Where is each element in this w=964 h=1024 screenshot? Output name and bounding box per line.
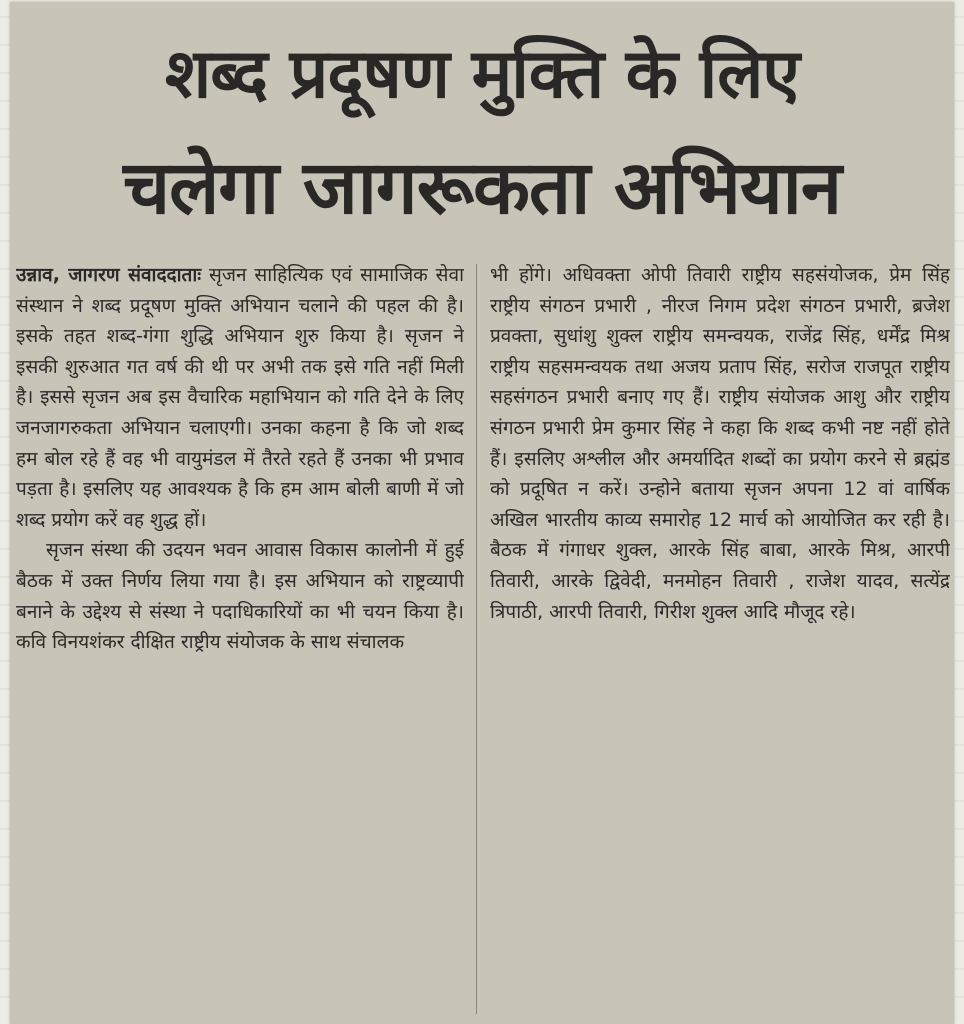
article-paragraph-2: सृजन संस्था की उदयन भवन आवास विकास कालोनी में हुई बैठक में उक्त निर्णय लिया गया है। इस अभियान को राष्ट्रव्यापी बनाने के उद्देश्य से संस्था ने पदाधिकारियों का भी चयन किया है। कवि विनयशंकर दीक्षित राष्ट्रीय संयोजक के साथ संचालक xyxy=(16,539,464,654)
article-paragraph-3: भी होंगे। अधिवक्ता ओपी तिवारी राष्ट्रीय सहसंयोजक, प्रेम सिंह राष्ट्रीय संगठन प्रभारी , नीरज निगम प्रदेश संगठन प्रभारी, ब्रजेश प्रवक्ता, सुधांशु शुक्ल राष्ट्रीय समन्वयक, राजेंद्र सिंह, धर्मेंद्र मिश्र राष्ट्रीय सहसमन्वयक तथा अजय प्रताप सिंह, सरोज राजपूत राष्ट्रीय सहसंगठन प्रभारी बनाए गए हैं। राष्ट्रीय संयोजक आशु और राष्ट्रीय संगठन प्रभारी प्रेम कुमार सिंह ने कहा कि शब्द कभी नष्ट नहीं होते हैं। इसलिए अश्लील और अमर्यादित शब्दों का प्रयोग करने से ब्रह्मंड को प्रदूषित न करें। उन्होने बताया सृजन अपना 12 वां वार्षिक अखिल भारतीय काव्य समारोह 12 मार्च को आयोजित कर रही है। बैठक में गंगाधर शुक्ल, आरके सिंह बाबा, आरके मिश्र, आरपी तिवारी, आरके द्विवेदी, मनमोहन तिवारी , राजेश यादव, सत्येंद्र त्रिपाठी, आरपी तिवारी, गिरीश शुक्ल आदि मौजूद रहे। xyxy=(490,264,950,623)
newspaper-clipping xyxy=(10,2,954,1024)
headline-line-1: शब्द प्रदूषण मुक्ति के लिए xyxy=(165,35,799,114)
dateline: उन्नाव, जागरण संवाददाताः xyxy=(16,264,202,286)
article-column-right xyxy=(490,260,950,1020)
column-divider xyxy=(476,264,477,1014)
article-column-left xyxy=(16,260,464,1020)
headline-line-2: चलेगा जागरूकता अभियान xyxy=(123,145,841,231)
article-paragraph-1-text: सृजन साहित्यिक एवं सामाजिक सेवा संस्थान ने शब्द प्रदूषण मुक्ति अभियान चलाने की पहल की है। इसके तहत शब्द-गंगा शुद्धि अभियान शुरु किया है। सृजन ने इसकी शुरुआत गत वर्ष की थी पर अभी तक इसे गति नहीं मिली है। इससे सृजन अब इस वैचारिक महाभियान को गति देने के लिए जनजागरुकता अभियान चलाएगी। उनका कहना है कि जो शब्द हम बोल रहे हैं वह भी वायुमंडल में तैरते रहते हैं उनका भी प्रभाव पड़ता है। इसलिए यह आवश्यक है कि हम आम बोली बाणी में जो शब्द प्रयोग करें वह शुद्ध हों। xyxy=(16,264,464,531)
article-paragraph-1 xyxy=(16,260,464,535)
